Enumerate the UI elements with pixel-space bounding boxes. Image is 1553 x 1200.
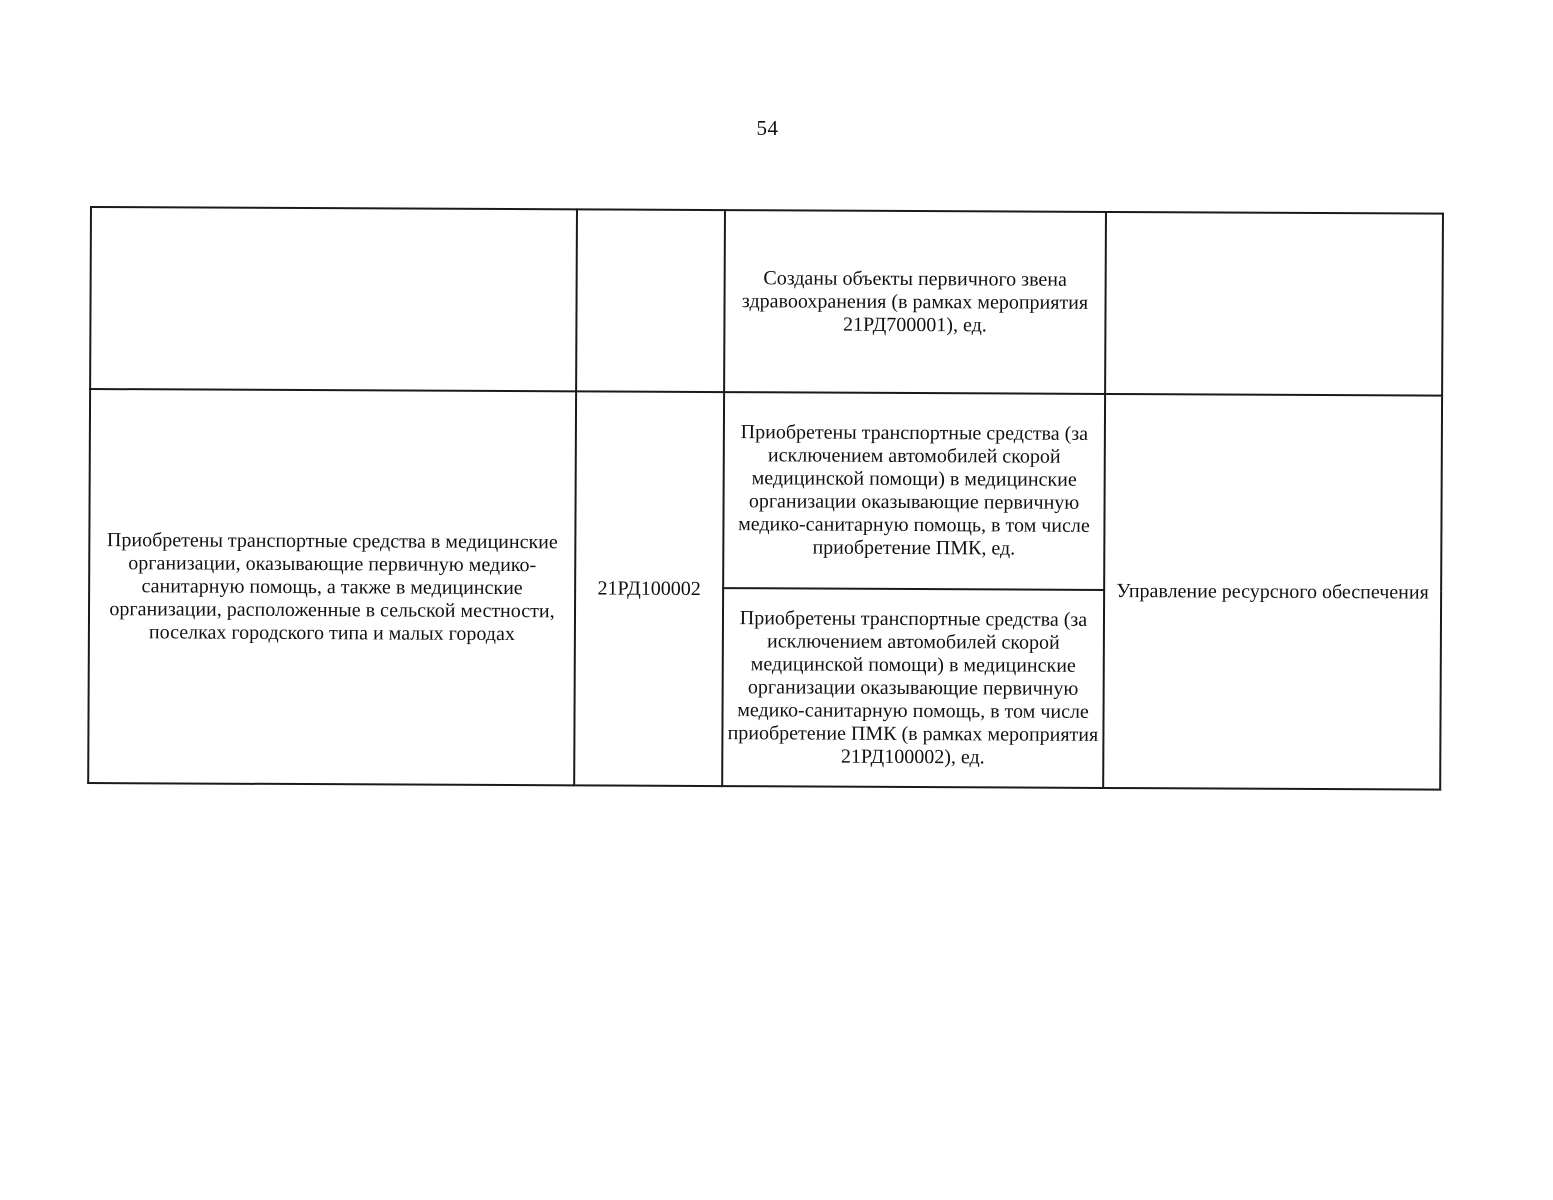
page-number: 54: [756, 116, 779, 140]
task-cell: Приобретены транспортные средства в медицинские организации, оказывающие первичную медико-санитарную помощь, а также в медицинские организации, расположенные в сельской местности, поселках городского типа и малых городах: [88, 389, 576, 785]
results-table: [87, 206, 1444, 791]
code-cell: [576, 209, 725, 392]
indicator-cell: Созданы объекты первичного звена здравоохранения (в рамках мероприятия 21РД700001), ед.: [724, 210, 1106, 394]
responsible-cell: [1105, 212, 1443, 396]
code-cell: 21РД100002: [574, 391, 724, 786]
indicator-cell: Приобретены транспортные средства (за исключением автомобилей скорой медицинской помощи) в медицинские организации оказывающие первичную медико-санитарную помощь, в том числе приобретение ПМК (в рамках мероприятия 21РД100002), ед.: [722, 588, 1104, 788]
table-row: [90, 207, 1443, 396]
indicator-cell: Приобретены транспортные средства (за исключением автомобилей скорой медицинской помощи) в медицинские организации оказывающие первичную медико-санитарную помощь, в том числе приобретение ПМК, ед.: [723, 392, 1105, 590]
responsible-cell: Управление ресурсного обеспечения: [1103, 394, 1442, 790]
table-row: [89, 389, 1442, 592]
task-cell: [90, 207, 577, 391]
